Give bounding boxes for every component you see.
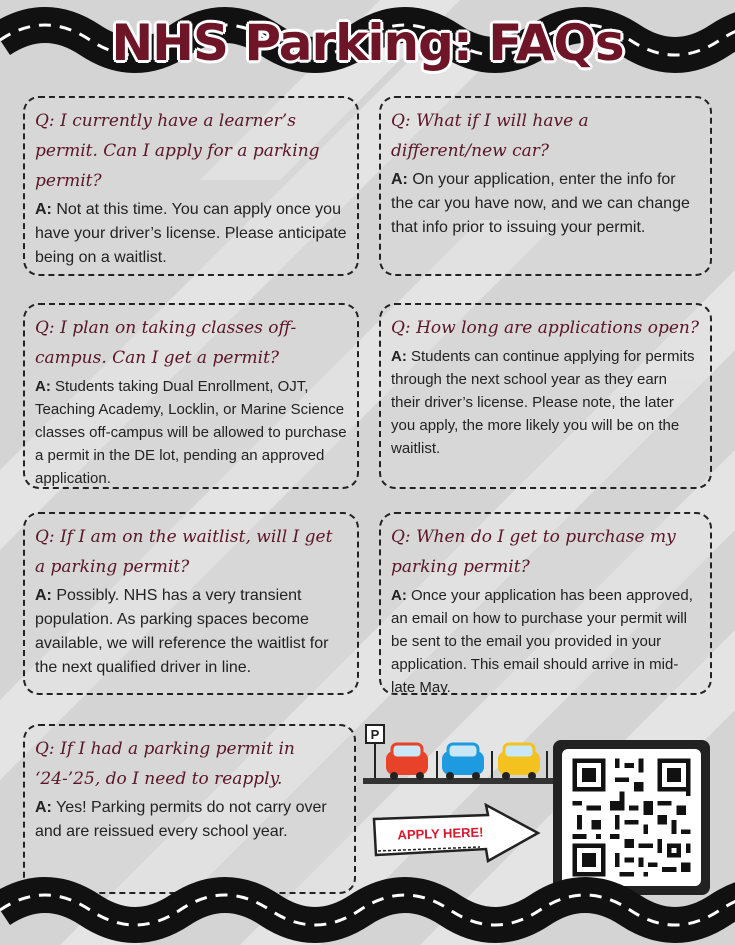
blue-car-icon — [442, 744, 484, 780]
question-text: Q: When do I get to purchase my parking permit? — [391, 527, 676, 577]
question-text: Q: If I had a parking permit in ‘24-’25, do I need to reapply. — [35, 739, 295, 789]
faq-card-7 — [23, 724, 356, 894]
question-text: Q: I plan on taking classes off-campus. Can I get a permit? — [35, 318, 297, 368]
red-car-icon — [386, 744, 428, 780]
bottom-road-border — [0, 870, 735, 945]
faq-card-3 — [23, 303, 359, 489]
question-text: Q: What if I will have a different/new car? — [391, 111, 589, 161]
qr-code[interactable] — [562, 749, 701, 886]
answer-text: A: Not at this time. You can apply once you have your driver’s license. Please anticipate being on a waitlist. — [35, 201, 347, 266]
apply-here-link[interactable]: APPLY HERE! — [397, 824, 484, 843]
yellow-car-icon — [498, 744, 540, 780]
faq-card-5 — [23, 512, 359, 695]
answer-text: A: Once your application has been approved, an email on how to purchase your permit will be sent to the email you provided in your application. This email should arrive in mid-late May. — [391, 587, 693, 696]
qr-code-pattern — [562, 749, 701, 886]
page-title: NHS Parking: FAQs — [111, 14, 624, 72]
answer-text: A: Yes! Parking permits do not carry over and are reissued every school year. — [35, 799, 327, 840]
parking-lot-icon — [363, 723, 553, 785]
question-text: Q: I currently have a learner’s permit. Can I apply for a parking permit? — [35, 111, 320, 191]
question-text: Q: How long are applications open? — [391, 318, 699, 338]
answer-text: A: Possibly. NHS has a very transient population. As parking spaces become available, we will reference the waitlist for the next qualified driver in line. — [35, 587, 329, 676]
answer-text: A: Students taking Dual Enrollment, OJT, Teaching Academy, Locklin, or Marine Science classes off-campus will be allowed to purchase a permit in the DE lot, pending an approved application. — [35, 378, 347, 487]
faq-card-2 — [379, 96, 712, 276]
parking-sign-letter: P — [370, 727, 380, 742]
answer-text: A: Students can continue applying for permits through the next school year as they earn their driver’s license. Please note, the later you apply, the more likely you will be on the waitlist. — [391, 348, 695, 457]
faq-card-6 — [379, 512, 712, 695]
faq-card-4 — [379, 303, 712, 489]
question-text: Q: If I am on the waitlist, will I get a parking permit? — [35, 527, 333, 577]
faq-card-1 — [23, 96, 359, 276]
answer-text: A: On your application, enter the info for the car you have now, and we can change that info prior to issuing your permit. — [391, 171, 690, 236]
